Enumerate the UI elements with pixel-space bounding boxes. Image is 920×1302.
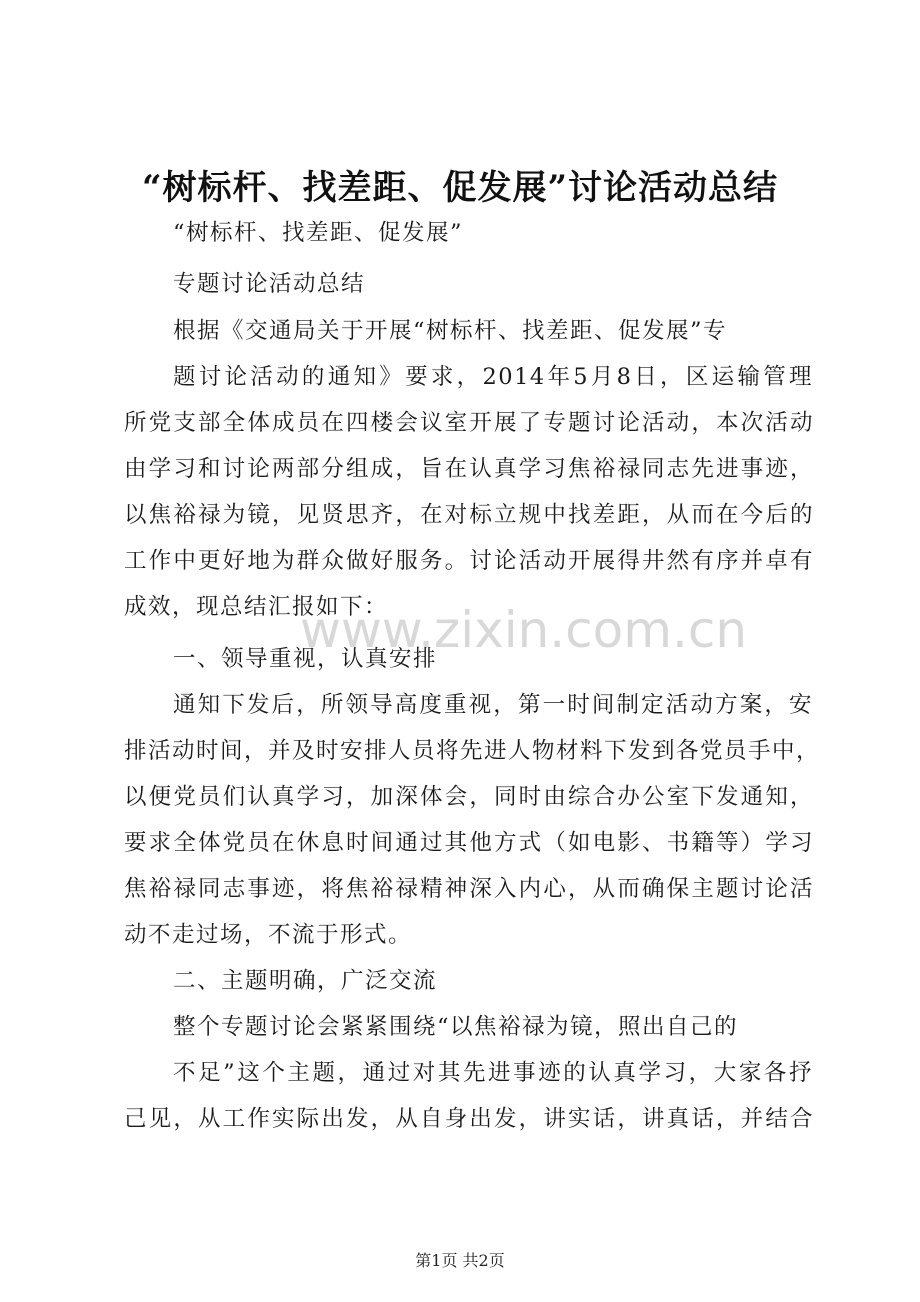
paragraph-line: 工作中更好地为群众做好服务。讨论活动开展得井然有序并卓有 <box>124 548 814 574</box>
subtitle-line: “树标杆、找差距、促发展” <box>173 220 464 246</box>
paragraph-line: 焦裕禄同志事迹，将焦裕禄精神深入内心，从而确保主题讨论活 <box>124 876 814 902</box>
subtitle-line: 专题讨论活动总结 <box>173 271 366 297</box>
paragraph-line: 整个专题讨论会紧紧围绕“以焦裕禄为镜，照出自己的 <box>173 1014 739 1040</box>
paragraph-line: 要求全体党员在休息时间通过其他方式（如电影、书籍等）学习 <box>124 830 814 856</box>
watermark: www.zixin.com.cn <box>300 601 748 659</box>
paragraph-line: 以便党员们认真学习，加深体会，同时由综合办公室下发通知， <box>124 784 814 810</box>
section-heading: 一、领导重视，认真安排 <box>173 646 438 672</box>
paragraph-line: 以焦裕禄为镜，见贤思齐，在对标立规中找差距，从而在今后的 <box>124 502 814 528</box>
paragraph-line: 由学习和讨论两部分组成，旨在认真学习焦裕禄同志先进事迹， <box>124 456 814 482</box>
paragraph-line: 排活动时间，并及时安排人员将先进人物材料下发到各党员手中， <box>124 738 821 764</box>
page-footer: 第1页 共2页 <box>415 1251 505 1270</box>
paragraph-line: 通知下发后，所领导高度重视，第一时间制定活动方案，安 <box>173 692 813 718</box>
document-title: “树标杆、找差距、促发展”讨论活动总结 <box>141 168 779 208</box>
paragraph-line: 根据《交通局关于开展“树标杆、找差距、促发展”专 <box>173 318 728 344</box>
section-heading: 二、主题明确，广泛交流 <box>173 968 438 994</box>
paragraph-line: 不足”这个主题，通过对其先进事迹的认真学习，大家各抒 <box>173 1060 813 1086</box>
paragraph-line: 成效，现总结汇报如下： <box>124 594 389 620</box>
paragraph-line: 己见，从工作实际出发，从自身出发，讲实话，讲真话，并结合 <box>124 1106 814 1132</box>
paragraph-line: 动不走过场，不流于形式。 <box>124 922 413 948</box>
paragraph-line: 题讨论活动的通知》要求，2014年5月8日，区运输管理 <box>173 364 813 390</box>
paragraph-line: 所党支部全体成员在四楼会议室开展了专题讨论活动，本次活动 <box>124 410 814 436</box>
